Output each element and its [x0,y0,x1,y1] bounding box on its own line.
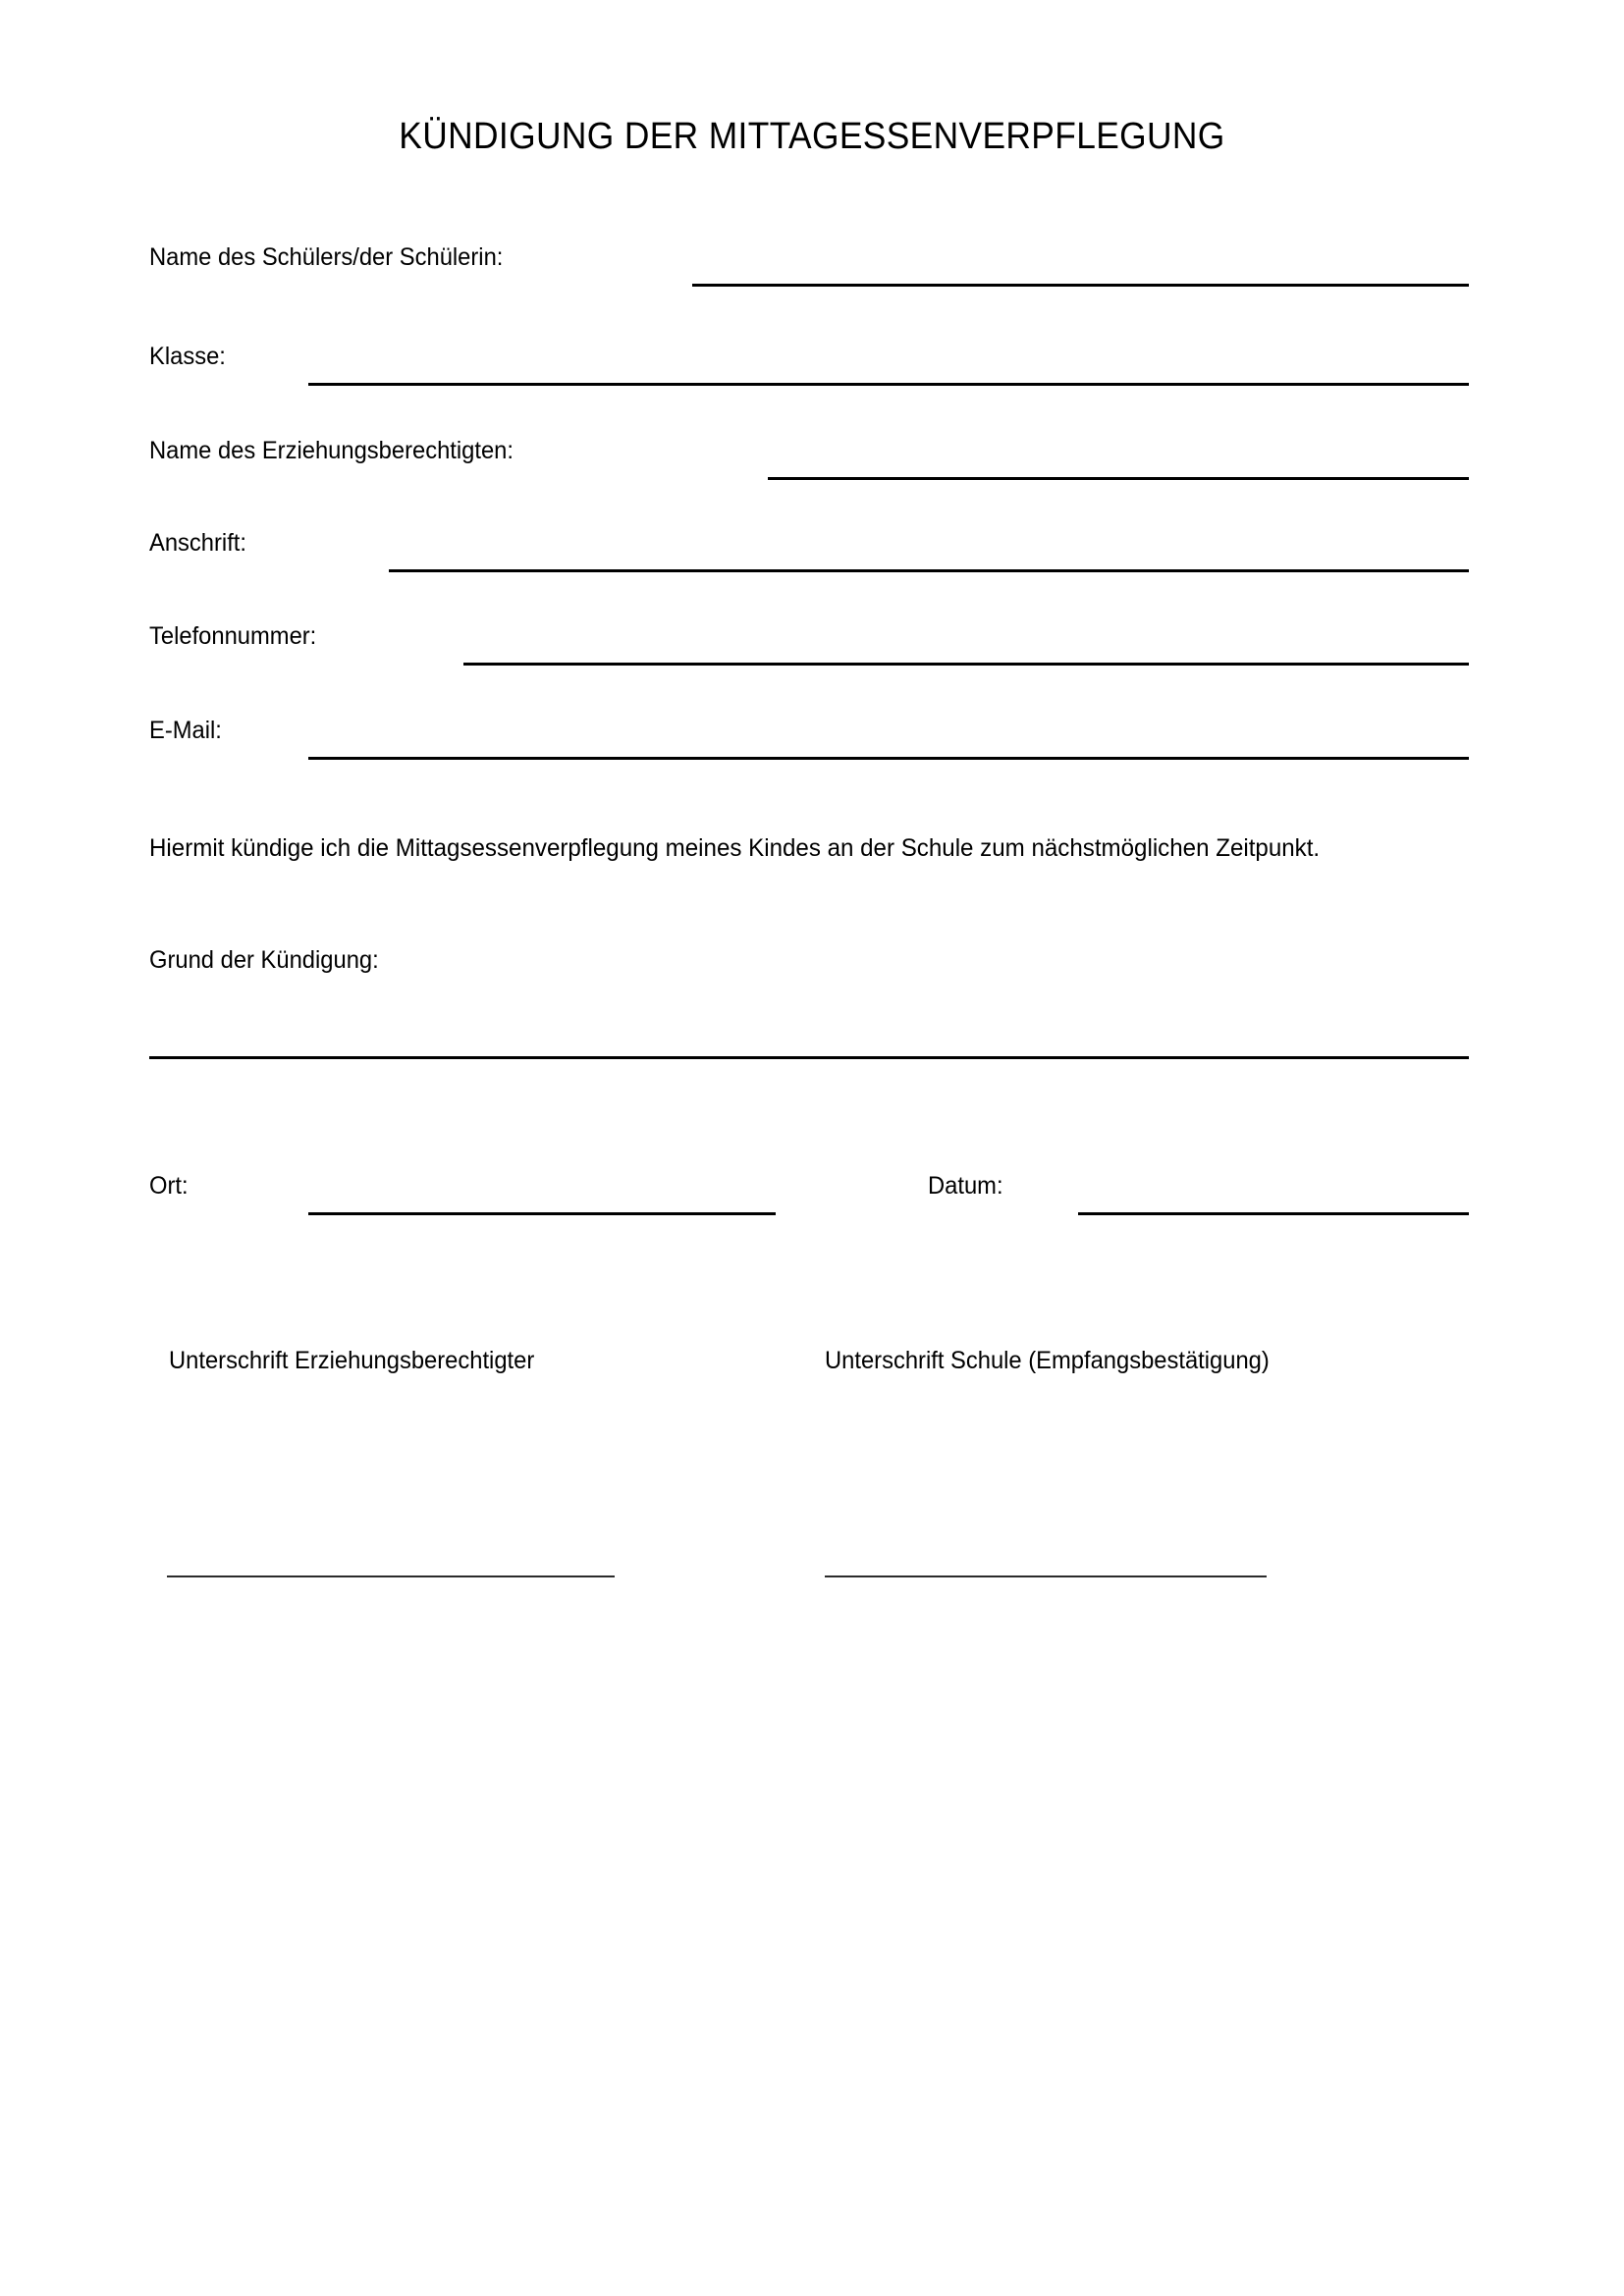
cancellation-statement: Hiermit kündige ich die Mittagsessenverpflegung meines Kindes an der Schule zum nächstmöglichen Zeitpunkt. [149,834,1321,862]
label-guardian-name: Name des Erziehungsberechtigten: [149,437,514,464]
input-class[interactable] [308,383,1469,386]
label-address: Anschrift: [149,529,246,557]
input-place[interactable] [308,1212,776,1215]
input-school-signature[interactable] [825,1575,1267,1577]
label-email: E-Mail: [149,717,222,744]
input-student-name[interactable] [692,284,1469,287]
input-reason[interactable] [149,1056,1469,1059]
label-place: Ort: [149,1172,189,1200]
input-address[interactable] [389,569,1469,572]
caption-guardian-signature: Unterschrift Erziehungsberechtigter [169,1347,535,1374]
page-title: KÜNDIGUNG DER MITTAGESSENVERPFLEGUNG [399,116,1225,157]
input-phone[interactable] [463,663,1469,666]
label-date: Datum: [928,1172,1003,1200]
label-reason: Grund der Kündigung: [149,946,379,974]
input-guardian-signature[interactable] [167,1575,615,1577]
label-phone: Telefonnummer: [149,622,317,650]
label-student-name: Name des Schülers/der Schülerin: [149,243,504,271]
input-date[interactable] [1078,1212,1469,1215]
input-guardian-name[interactable] [768,477,1469,480]
caption-school-signature: Unterschrift Schule (Empfangsbestätigung) [825,1347,1270,1374]
input-email[interactable] [308,757,1469,760]
label-class: Klasse: [149,343,226,370]
